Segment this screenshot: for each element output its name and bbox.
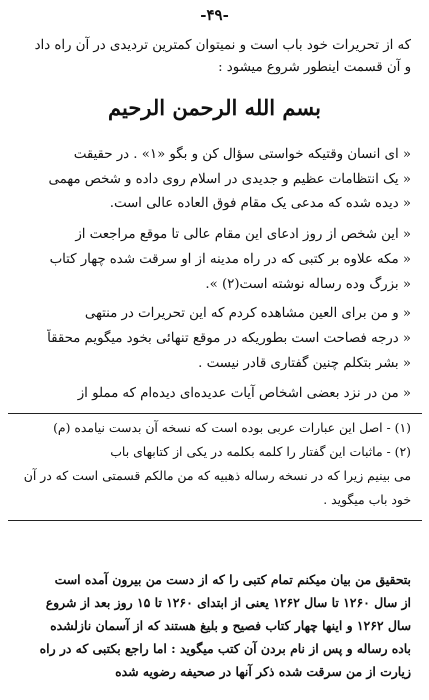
section-divider: [8, 520, 422, 521]
quote-line: « مکه علاوه بر کتبی که در راه مدینه از او سرقت شده چهار کتاب: [49, 252, 411, 267]
footnote-2: (۲) - ماثبات این گفتار را کلمه بکلمه در یکی از کتابهای باب: [110, 444, 411, 459]
basmala-heading: بسم الله الرحمن الرحیم: [108, 95, 321, 120]
quote-line: « من در نزد بعضی اشخاص آیات عدیده‌ای دیده‌ام که مملو از: [77, 386, 411, 401]
footnote-divider: [8, 413, 422, 414]
footnote-2-cont: می بینیم زیرا که در نسخه رساله ذهبیه که من مالکم قسمتی است که در آن: [23, 468, 411, 483]
body-line: زیارت از من سرقت شده ذکر آنها در صحیفه رضویه شده: [115, 664, 411, 679]
body-line: بتحقیق من بیان میکنم تمام کتبی را که از دست من بیرون آمده است: [54, 572, 411, 587]
quote-line: « بزرگ وده رساله نوشته است(۲) ».: [205, 277, 411, 292]
intro-line-2: و آن قسمت اینطور شروع میشود :: [218, 60, 411, 75]
quote-line: « درجه فصاحت است بطوریکه در موقع تنهائی بخود میگویم محققاً: [47, 331, 411, 346]
footnote-1: (۱) - اصل این عبارات عربی بوده است که نسخه آن بدست نیامده (م): [53, 420, 411, 435]
footnote-2-cont: خود باب میگوید .: [323, 492, 411, 507]
body-line: باده رساله و پس از نام بردن آن کتب میگوید : اما راجع بکتبی که در راه: [39, 641, 411, 656]
quote-line: « بشر بتکلم چنین گفتاری قادر نیست .: [198, 356, 411, 371]
quote-line: « این شخص از روز ادعای این مقام عالی تا موقع مراجعت از: [75, 227, 411, 242]
intro-line-1: که از تحریرات خود باب است و نمیتوان کمترین تردیدی در آن راه داد: [34, 38, 411, 53]
quote-line: « و من برای العین مشاهده کردم که این تحریرات در منتهی: [84, 306, 411, 321]
page-number: -۴۹-: [200, 6, 229, 24]
body-line: سال ۱۲۶۲ و اینها چهار کتاب فصیح و بلیغ هستند که از آسمان نازلشده: [50, 618, 411, 633]
quote-line: « دیده شده که مدعی یک مقام فوق العاده عالی است.: [109, 196, 411, 211]
quote-line: « ای انسان وقتیکه خواستی سؤال کن و بگو «۱» . در حقیقت: [73, 147, 411, 162]
quote-line: « یک انتظامات عظیم و جدیدی در اسلام روی داده و شخص مهمی: [48, 172, 411, 187]
body-line: از سال ۱۲۶۰ تا سال ۱۲۶۲ یعنی از ابتدای ۱۲۶۰ تا ۱۵ روز بعد از شروع: [45, 595, 411, 610]
